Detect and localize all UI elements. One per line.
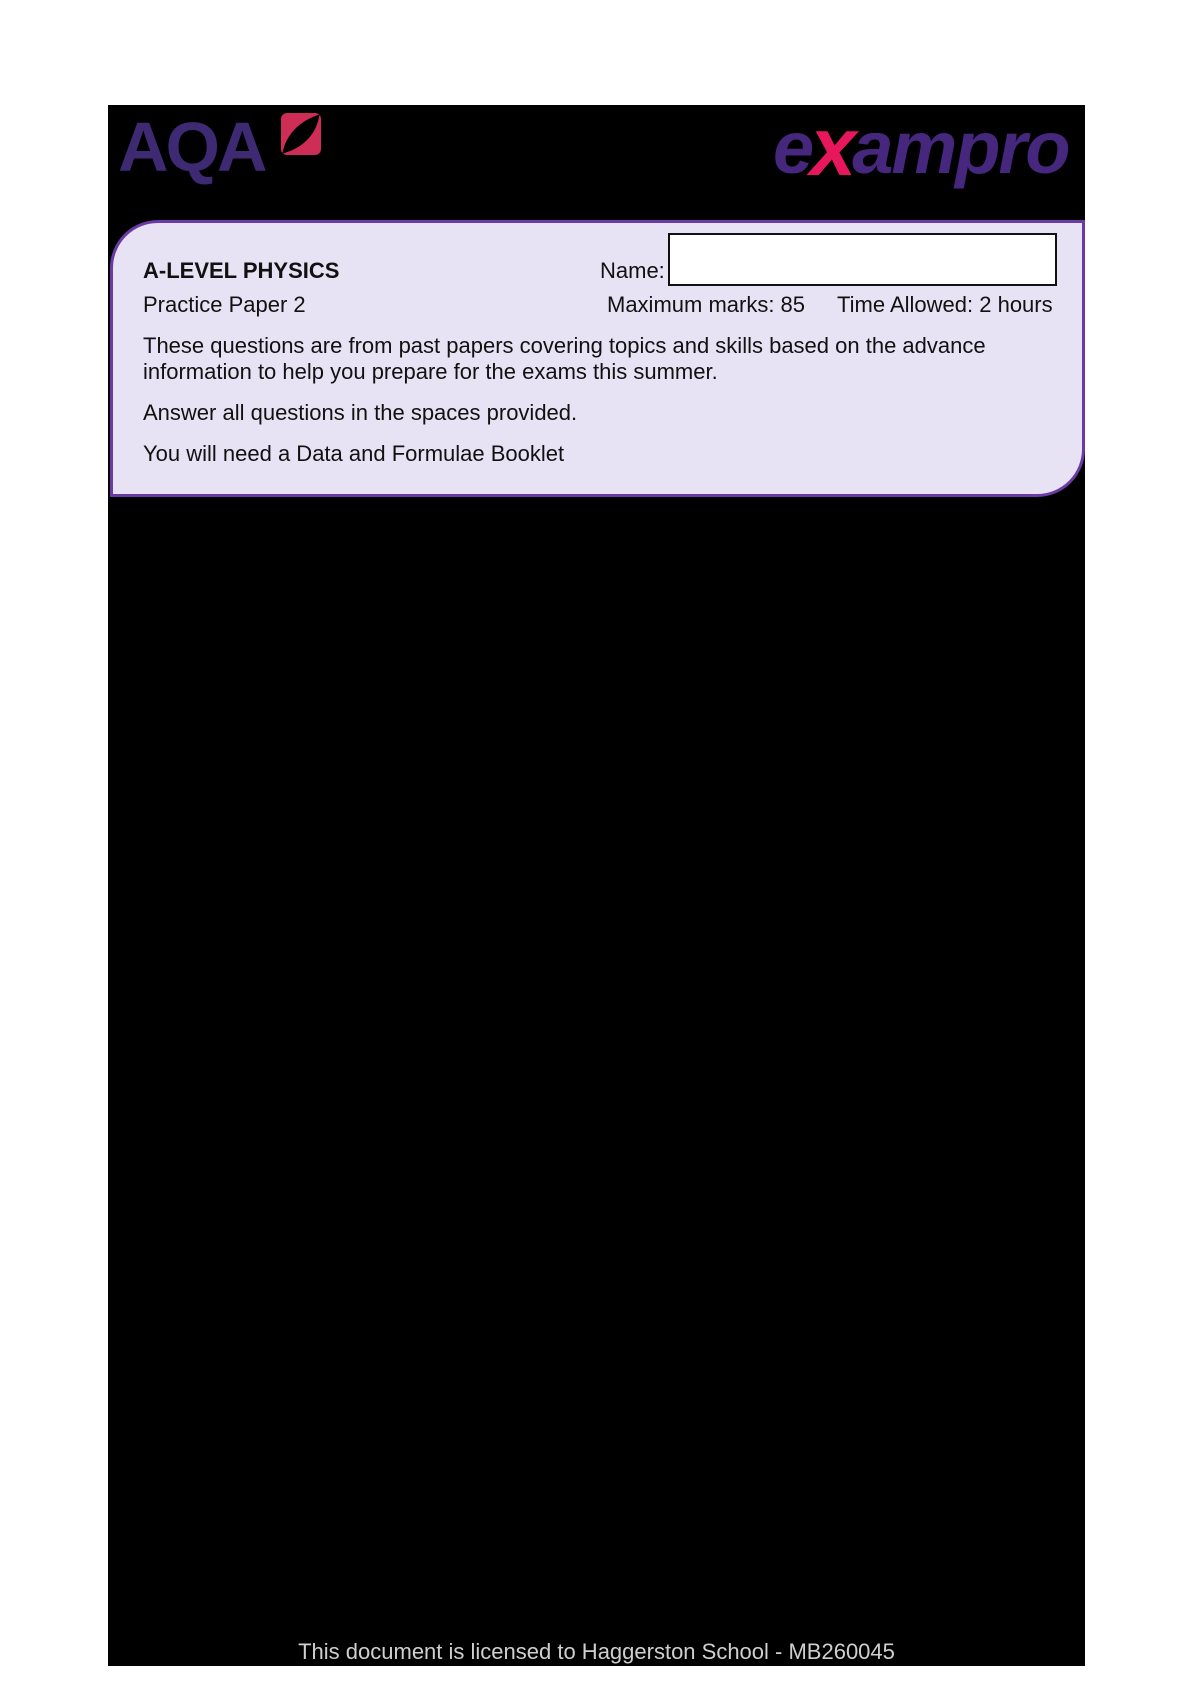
description-line-1: These questions are from past papers covering topics and skills based on the advance xyxy=(143,333,986,358)
answer-instruction: Answer all questions in the spaces provided. xyxy=(143,400,578,425)
paper-title: A-LEVEL PHYSICS xyxy=(143,258,340,283)
exampro-logo-part2: ampro xyxy=(852,106,1069,189)
maximum-marks: Maximum marks: 85 xyxy=(607,292,806,317)
paper-description xyxy=(143,333,986,385)
aqa-leaf-icon xyxy=(281,113,321,155)
paper-subtitle: Practice Paper 2 xyxy=(143,292,306,317)
name-label: Name: xyxy=(600,258,665,283)
exampro-logo-part1: e xyxy=(773,106,813,189)
redacted-page-body xyxy=(108,100,1085,1666)
time-allowed: Time Allowed: 2 hours xyxy=(837,292,1053,317)
aqa-logo-text: AQA xyxy=(118,108,265,186)
exam-info-box xyxy=(110,220,1085,497)
exampro-logo xyxy=(773,100,1069,193)
aqa-logo xyxy=(118,107,348,192)
description-line-2: information to help you prepare for the exams this summer. xyxy=(143,359,718,384)
exampro-check-icon: x xyxy=(810,100,855,193)
license-text: This document is licensed to Haggerston School - MB260045 xyxy=(298,1639,895,1664)
name-input[interactable] xyxy=(668,233,1057,286)
booklet-note: You will need a Data and Formulae Booklet xyxy=(143,441,565,466)
